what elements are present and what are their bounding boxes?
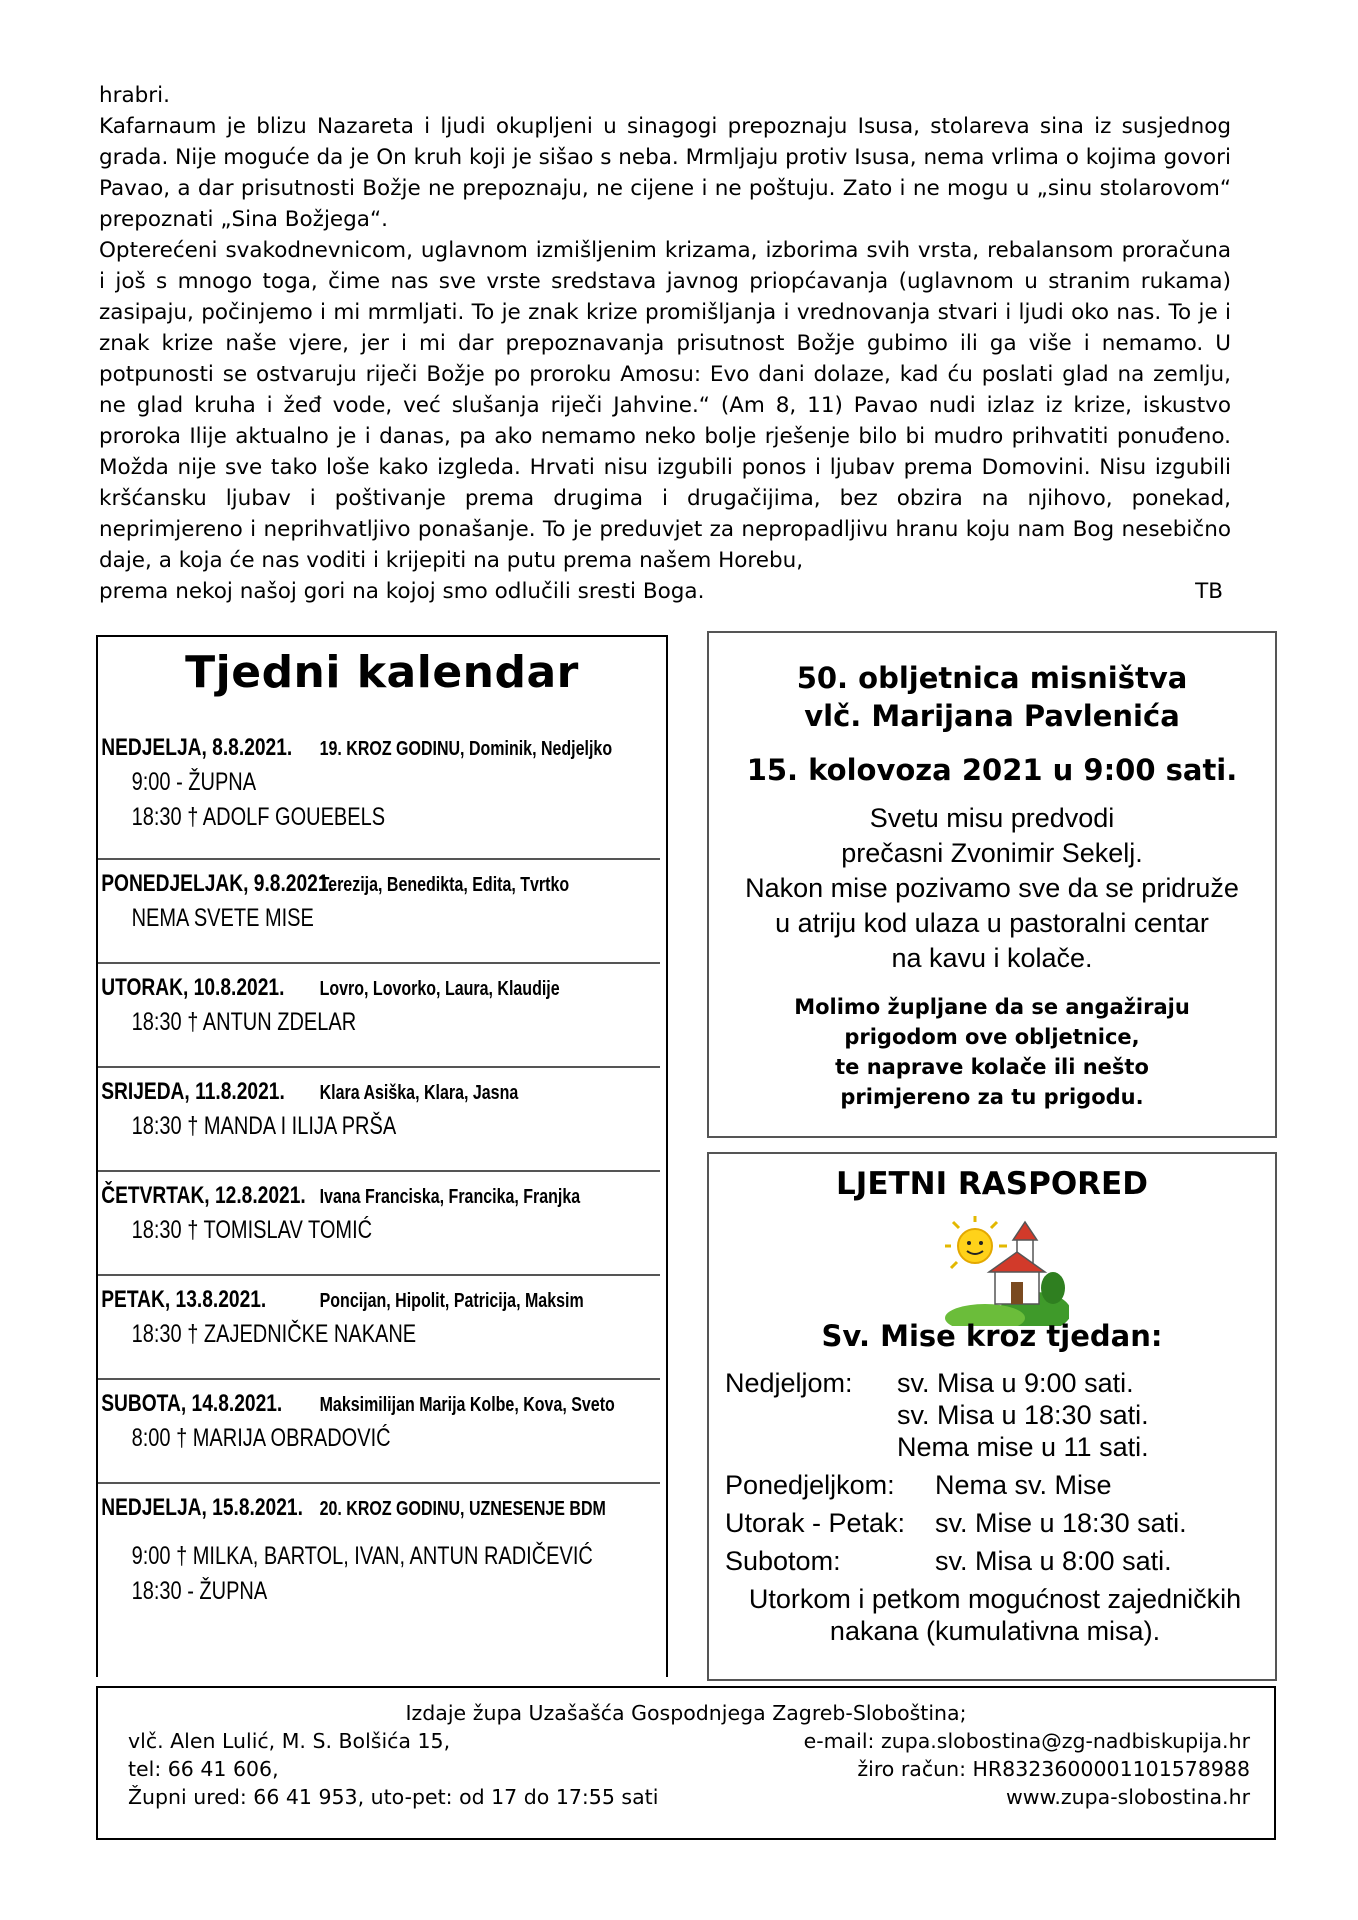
calendar-day (98, 1078, 660, 1172)
calendar-day-saints: Ivana Franciska, Francika, Franjka (319, 1186, 581, 1208)
anniversary-title (709, 659, 1275, 735)
calendar-day-saints: Lovro, Lovorko, Laura, Klaudije (319, 978, 560, 1000)
appeal-line: prigodom ove obljetnice, (844, 1025, 1140, 1049)
saturday-label: Subotom: (725, 1546, 841, 1576)
calendar-mass-entry: 18:30 † ZAJEDNIČKE NAKANE (131, 1320, 417, 1348)
mass-schedule (725, 1367, 1265, 1647)
note-line-2: nakana (kumulativna misa). (829, 1616, 1161, 1646)
sunday-label: Nedjeljom: (725, 1368, 853, 1398)
publisher-line: Izdaje župa Uzašašća Gospodnjega Zagreb-Sloboština; (405, 1701, 967, 1725)
calendar-day (98, 1494, 660, 1634)
article-fragment: hrabri. (99, 83, 170, 108)
desc-line: Svetu misu predvodi (869, 803, 1115, 833)
tue-fri-label: Utorak - Petak: (725, 1508, 906, 1538)
calendar-day-saints: 19. KROZ GODINU, Dominik, Nedjeljko (319, 738, 613, 760)
monday-row (725, 1469, 1265, 1501)
desc-line: prečasni Zvonimir Sekelj. (841, 838, 1143, 868)
calendar-mass-entry: 9:00 † MILKA, BARTOL, IVAN, ANTUN RADIČEVIĆ (131, 1542, 593, 1570)
calendar-day-date: PONEDJELJAK, 9.8.2021. (101, 870, 334, 897)
desc-line: Nakon mise pozivamo sve da se pridruže (745, 873, 1239, 903)
article (99, 80, 1231, 607)
calendar-day-saints: 20. KROZ GODINU, UZNESENJE BDM (319, 1498, 606, 1520)
calendar-day-date: PETAK, 13.8.2021. (101, 1286, 267, 1313)
summer-schedule-title: LJETNI RASPORED (836, 1166, 1148, 1202)
sunday-time-3: Nema mise u 11 sati. (897, 1432, 1149, 1462)
calendar-day-date: NEDJELJA, 15.8.2021. (101, 1494, 303, 1521)
parish-office-hours: Župni ured: 66 41 953, uto-pet: od 17 do 17:55 sati (128, 1785, 659, 1809)
footer-row-2 (98, 1755, 1274, 1783)
calendar-day-date: UTORAK, 10.8.2021. (101, 974, 285, 1001)
calendar-day-date: SUBOTA, 14.8.2021. (101, 1390, 283, 1417)
joint-intention-note (725, 1583, 1265, 1647)
calendar-day-date: ČETVRTAK, 12.8.2021. (101, 1182, 306, 1209)
calendar-title: Tjedni kalendar (185, 647, 579, 698)
article-signoff (99, 576, 1231, 607)
footer-row-1 (98, 1727, 1274, 1755)
calendar-mass-entry: 18:30 † ANTUN ZDELAR (131, 1008, 357, 1036)
saturday-row (725, 1545, 1265, 1577)
appeal-line: primjereno za tu prigodu. (840, 1085, 1144, 1109)
sunday-row (725, 1367, 1265, 1399)
calendar-mass-entry: 18:30 † TOMISLAV TOMIĆ (131, 1216, 373, 1244)
publisher-footer (96, 1686, 1276, 1840)
anniversary-description (709, 801, 1275, 976)
article-signature: TB (1195, 579, 1223, 604)
anniversary-box (707, 631, 1277, 1138)
sun-church-icon (945, 1216, 1069, 1326)
calendar-mass-entry: 18:30 - ŽUPNA (131, 1577, 268, 1605)
saturday-value: sv. Misa u 8:00 sati. (935, 1546, 1172, 1576)
note-line-1: Utorkom i petkom mogućnost zajedničkih (748, 1584, 1242, 1614)
calendar-day-header (98, 1078, 663, 1106)
calendar-day (98, 870, 660, 964)
summer-schedule-box (707, 1152, 1277, 1681)
calendar-day-header (98, 1182, 663, 1210)
calendar-day-header (98, 1494, 663, 1522)
calendar-day (98, 734, 660, 860)
desc-line: na kavu i kolače. (891, 943, 1093, 973)
calendar-mass-entry: 8:00 † MARIJA OBRADOVIĆ (131, 1424, 391, 1452)
calendar-day (98, 974, 660, 1068)
calendar-day-saints: Maksimilijan Marija Kolbe, Kova, Sveto (319, 1394, 615, 1416)
article-last-line: prema nekoj našoj gori na kojoj smo odlučili sresti Boga. (99, 579, 705, 604)
calendar-mass-entry: 18:30 † ADOLF GOUEBELS (131, 803, 386, 831)
monday-value: Nema sv. Mise (935, 1470, 1112, 1500)
calendar-day-header (98, 1286, 663, 1314)
calendar-day-header (98, 1390, 663, 1418)
calendar-day-date: SRIJEDA, 11.8.2021. (101, 1078, 285, 1105)
anniversary-datetime: 15. kolovoza 2021 u 9:00 sati. (746, 753, 1238, 787)
calendar-day-header (98, 974, 663, 1002)
desc-line: u atriju kod ulaza u pastoralni centar (775, 908, 1209, 938)
tue-fri-value: sv. Mise u 18:30 sati. (935, 1508, 1187, 1538)
calendar-mass-entry: 9:00 - ŽUPNA (131, 768, 257, 796)
calendar-day-saints: Klara Asiška, Klara, Jasna (319, 1082, 519, 1104)
anniversary-title-line-2: vlč. Marijana Pavlenića (804, 699, 1180, 733)
appeal-line: Molimo župljane da se angažiraju (794, 995, 1190, 1019)
monday-label: Ponedjeljkom: (725, 1470, 895, 1500)
anniversary-title-line-1: 50. obljetnica misništva (796, 661, 1188, 695)
footer-row-3 (98, 1783, 1274, 1811)
sunday-time-1: sv. Misa u 9:00 sati. (897, 1368, 1134, 1398)
calendar-day-saints: Terezija, Benedikta, Edita, Tvrtko (319, 874, 570, 896)
parish-email[interactable]: e-mail: zupa.slobostina@zg-nadbiskupija.hr (803, 1729, 1250, 1753)
calendar-mass-entry: 18:30 † MANDA I ILIJA PRŠA (131, 1112, 397, 1140)
parish-phone: tel: 66 41 606, (128, 1757, 279, 1781)
calendar-day (98, 1390, 660, 1484)
tue-fri-row (725, 1507, 1265, 1539)
article-paragraph-2: Opterećeni svakodnevnicom, uglavnom izmišljenim krizama, izborima svih vrsta, rebalansom proračuna i još s mnogo toga, čime nas sve vrste sredstava javnog priopćavanja (uglavnom u stranim rukama) zasipaju, počinjemo i mi mrmljati. To je znak krize promišljanja i vrednovanja stvari i ljudi oko nas. To je i znak krize naše vjere, jer i mi dar prepoznavanja prisutnost Božje gubimo ili ga više i nemamo. U potpunosti se ostvaruju riječi Božje po proroku Amosu: Evo dani dolaze, kad ću poslati glad na zemlju, ne glad kruha i žeđ vode, već slušanja riječi Jahvine.“ (Am 8, 11) Pavao nudi izlaz iz krize, iskustvo proroka Ilije aktualno je i danas, pa ako nemamo neko bolje rješenje bilo bi mudro prihvatiti ponuđeno. Možda nije sve tako loše kako izgleda. Hrvati nisu izgubili ponos i ljubav prema Domovini. Nisu izgubili kršćansku ljubav i poštivanje prema drugima i drugačijima, bez obzira na njihovo, ponekad, neprimjereno i neprihvatljivo ponašanje. To je preduvjet za nepropadljivu hranu koju nam Bog nesebično daje, a koja će nas voditi i krijepiti na putu prema našem Horebu, (99, 238, 1231, 573)
parish-address: vlč. Alen Lulić, M. S. Bolšića 15, (128, 1729, 451, 1753)
appeal-line: te naprave kolače ili nešto (835, 1055, 1149, 1079)
weekly-calendar (96, 635, 668, 1677)
calendar-day-header (98, 734, 663, 762)
article-paragraph-1: Kafarnaum je blizu Nazareta i ljudi okupljeni u sinagogi prepoznaju Isusa, stolareva sina iz susjednog grada. Nije moguće da je On kruh koji je sišao s neba. Mrmljaju protiv Isusa, nema vrlima o kojima govori Pavao, a dar prisutnosti Božje ne prepoznaju, ne cijene i ne poštuju. Zato i ne mogu u „sinu stolarovom“ prepoznati „Sina Božjega“. (99, 114, 1231, 232)
calendar-day (98, 1286, 660, 1380)
calendar-day-saints: Poncijan, Hipolit, Patricija, Maksim (319, 1290, 584, 1312)
calendar-day (98, 1182, 660, 1276)
calendar-mass-entry: NEMA SVETE MISE (131, 904, 314, 932)
calendar-day-header (98, 870, 663, 898)
calendar-day-date: NEDJELJA, 8.8.2021. (101, 734, 293, 761)
anniversary-appeal (709, 992, 1275, 1112)
parish-website-link[interactable]: www.zupa-slobostina.hr (1005, 1785, 1250, 1809)
sunday-time-2: sv. Misa u 18:30 sati. (897, 1400, 1149, 1430)
calendar-day-list (98, 732, 666, 1677)
summer-schedule-subtitle: Sv. Mise kroz tjedan: (821, 1319, 1163, 1353)
bank-account: žiro račun: HR8323600001101578988 (857, 1757, 1250, 1781)
